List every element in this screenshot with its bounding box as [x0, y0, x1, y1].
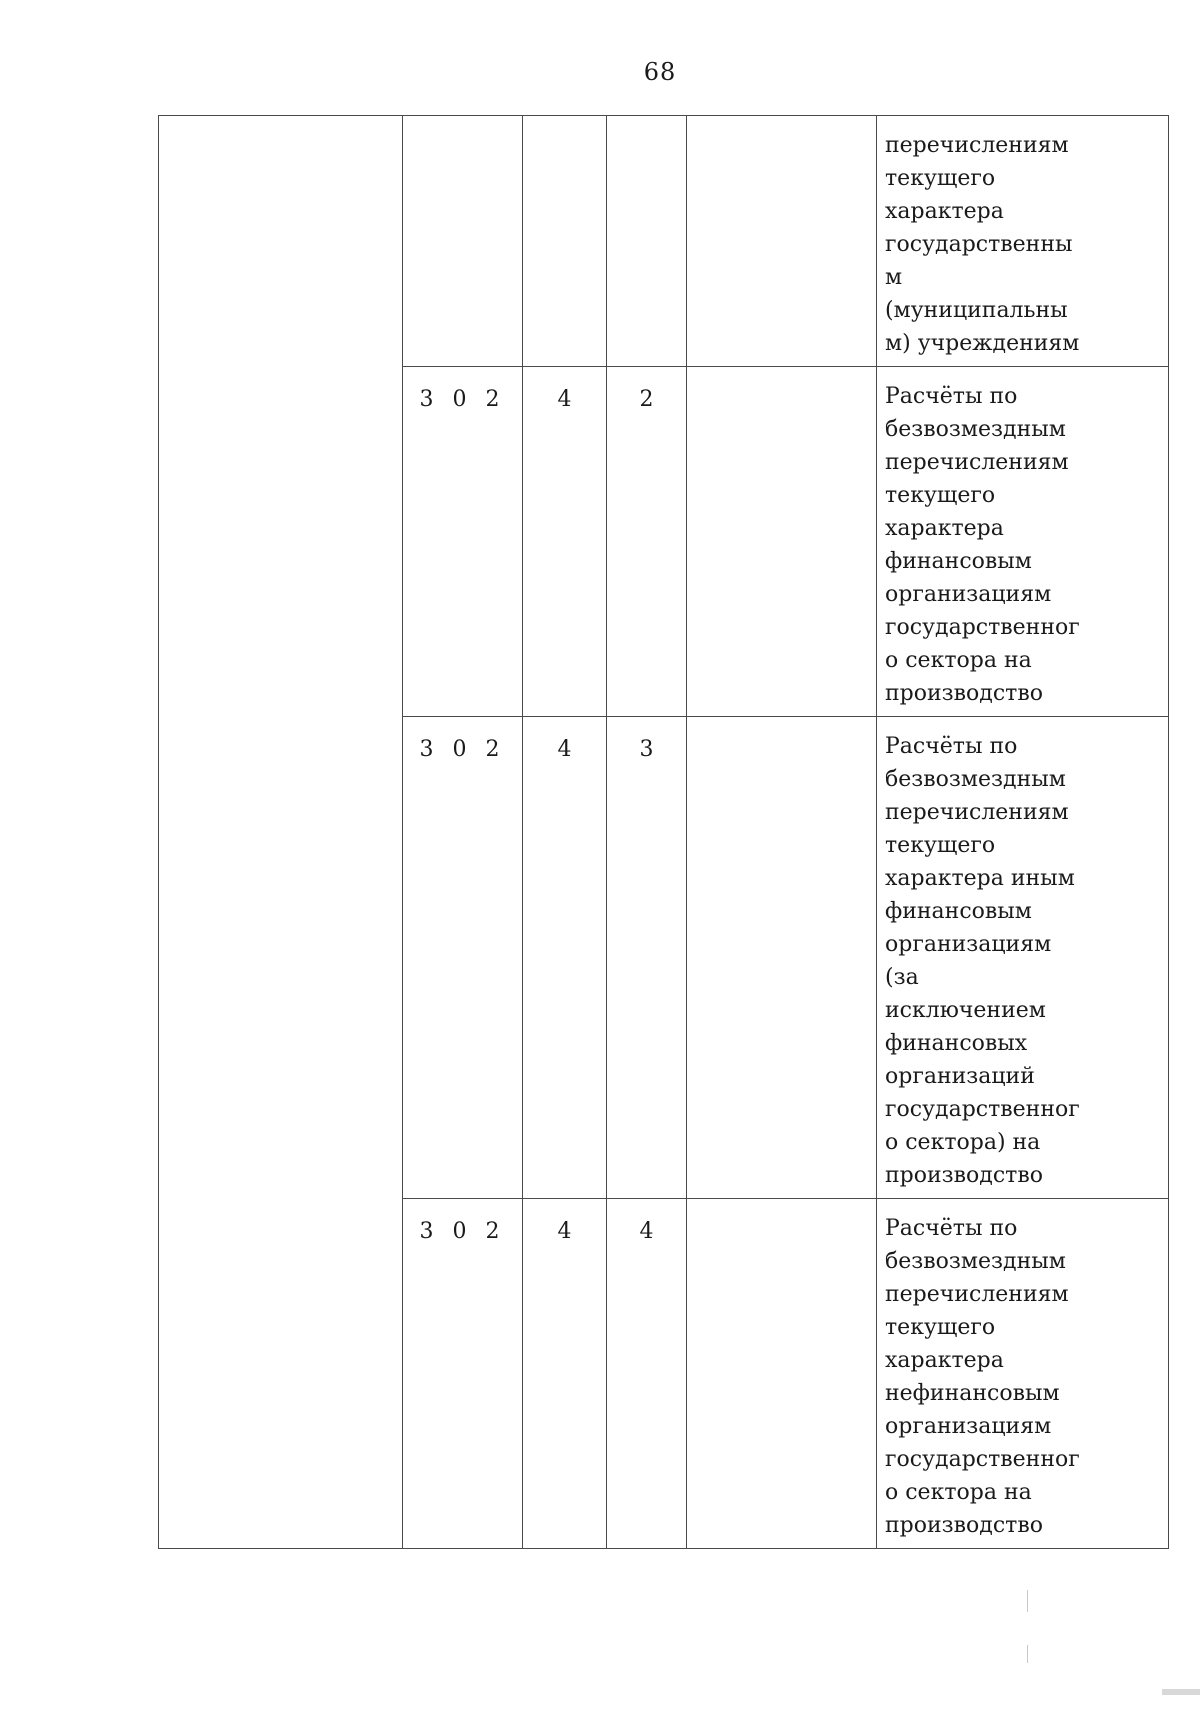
description-line: Расчёты по [885, 384, 1018, 409]
description-line: безвозмездным [885, 767, 1066, 792]
account-code-cell: 3 0 2 [403, 717, 523, 1199]
description-line: нефинансовым [885, 1381, 1060, 1406]
description-line: Расчёты по [885, 1216, 1018, 1241]
subgroup-code-cell: 4 [523, 717, 607, 1199]
description-line: организациям [885, 1414, 1052, 1439]
description-line: государственног [885, 615, 1080, 640]
subgroup-code-cell: 4 [523, 367, 607, 717]
analytic-code-cell: 2 [607, 367, 687, 717]
description-line: финансовых [885, 1031, 1028, 1056]
account-code-cell: 3 0 2 [403, 367, 523, 717]
description-line: перечислениям [885, 450, 1069, 475]
description-line: о сектора на [885, 1480, 1032, 1505]
table-row [159, 116, 1169, 367]
description-line: текущего [885, 833, 996, 858]
account-description-cell [877, 367, 1169, 717]
description-line: производство [885, 1163, 1043, 1188]
subgroup-code-cell: 4 [523, 1199, 607, 1549]
description-line: производство [885, 681, 1043, 706]
description-line: м) учреждениям [885, 331, 1080, 356]
description-line: о сектора на [885, 648, 1032, 673]
description-line: перечислениям [885, 133, 1069, 158]
description-line: м [885, 265, 903, 290]
description-line: текущего [885, 166, 996, 191]
description-line: государственног [885, 1097, 1080, 1122]
account-description-cell [877, 1199, 1169, 1549]
description-line: перечислениям [885, 800, 1069, 825]
accounts-table [158, 115, 1169, 1549]
description-line: о сектора) на [885, 1130, 1041, 1155]
merged-first-column-cell [159, 116, 403, 1549]
subgroup-code-cell [523, 116, 607, 367]
account-description-cell [877, 717, 1169, 1199]
empty-cell [687, 116, 877, 367]
description-line: текущего [885, 483, 996, 508]
description-line: безвозмездным [885, 1249, 1066, 1274]
description-line: Расчёты по [885, 734, 1018, 759]
scan-artifact-bar [1162, 1689, 1200, 1695]
page-number: 68 [643, 58, 677, 86]
scan-artifact-line [1027, 1590, 1028, 1612]
description-line: организациям [885, 582, 1052, 607]
description-line: безвозмездным [885, 417, 1066, 442]
account-code-cell: 3 0 2 [403, 1199, 523, 1549]
description-line: государственног [885, 1447, 1080, 1472]
description-line: финансовым [885, 899, 1032, 924]
account-code-cell [403, 116, 523, 367]
description-line: характера [885, 1348, 1004, 1373]
empty-cell [687, 367, 877, 717]
analytic-code-cell [607, 116, 687, 367]
empty-cell [687, 1199, 877, 1549]
account-description-cell [877, 116, 1169, 367]
description-line: (за [885, 965, 919, 990]
description-line: характера [885, 199, 1004, 224]
scan-artifact-line [1027, 1645, 1028, 1663]
description-line: производство [885, 1513, 1043, 1538]
description-line: организациям [885, 932, 1052, 957]
description-line: характера [885, 516, 1004, 541]
description-line: перечислениям [885, 1282, 1069, 1307]
description-line: (муниципальны [885, 298, 1068, 323]
description-line: исключением [885, 998, 1046, 1023]
description-line: текущего [885, 1315, 996, 1340]
description-line: организаций [885, 1064, 1035, 1089]
empty-cell [687, 717, 877, 1199]
description-line: государственны [885, 232, 1073, 257]
description-line: характера иным [885, 866, 1075, 891]
description-line: финансовым [885, 549, 1032, 574]
analytic-code-cell: 4 [607, 1199, 687, 1549]
analytic-code-cell: 3 [607, 717, 687, 1199]
